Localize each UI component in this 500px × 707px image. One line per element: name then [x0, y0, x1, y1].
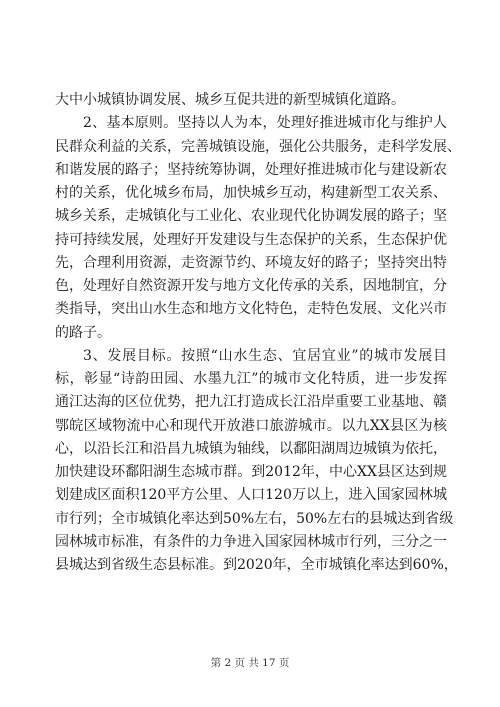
text-line: 村的关系，优化城乡布局，加快城乡互动，构建新型工农关系、 [55, 185, 447, 201]
text-line: 心，以沿长江和沿昌九城镇为轴线，以鄱阳湖周边城镇为依托， [55, 440, 447, 457]
text-line: 县城达到省级生态县标准。到2020年，全市城镇化率达到60%， [55, 557, 458, 573]
page-number-footer: 第 2 页 共 17 页 [210, 657, 290, 669]
text-line: 先，合理利用资源，走资源节约、环境友好的路子；坚持突出特 [55, 254, 447, 271]
text-line: 市行列；全市城镇化率达到50%左右，50%左右的县城达到省级 [55, 510, 454, 527]
text-line: 城乡关系，走城镇化与工业化、农业现代化协调发展的路子；坚 [55, 208, 447, 225]
text-line: 鄂皖区域物流中心和现代开放港口旅游城市。以九XX县区为核 [55, 417, 447, 434]
text-line: 和谐发展的路子；坚持统筹协调，处理好推进城市化与建设新农 [55, 161, 447, 178]
text-line: 园林城市标准，有条件的力争进入国家园林城市行列，三分之一 [55, 533, 447, 550]
text-line: 加快建设环鄱阳湖生态城市群。到2012年，中心XX县区达到规 [55, 464, 447, 480]
text-line: 类指导，突出山水生态和地方文化特色，走特色发展、文化兴市 [55, 301, 447, 318]
text-line: 通江达海的区位优势，把九江打造成长江沿岸重要工业基地、赣 [55, 394, 447, 411]
text-line: 大中小城镇协调发展、城乡互促共进的新型城镇化道路。 [55, 92, 405, 108]
text-line: 标，彰显“诗韵田园、水墨九江”的城市文化特质，进一步发挥 [55, 371, 447, 387]
text-line: 民群众利益的关系，完善城镇设施，强化公共服务，走科学发展、 [55, 138, 461, 155]
document-body [55, 89, 461, 577]
text-line: 2、基本原则。坚持以人为本，处理好推进城市化与维护人 [83, 115, 447, 132]
text-line: 的路子。 [55, 324, 111, 341]
text-line: 3、发展目标。按照“山水生态、宜居宜业”的城市发展目 [83, 347, 447, 364]
text-line: 持可持续发展，处理好开发建设与生态保护的关系，生态保护优 [55, 231, 447, 248]
text-line: 划建成区面积120平方公里、人口120万以上，进入国家园林城 [55, 487, 447, 504]
text-line: 色，处理好自然资源开发与地方文化传承的关系，因地制宜，分 [55, 278, 447, 294]
